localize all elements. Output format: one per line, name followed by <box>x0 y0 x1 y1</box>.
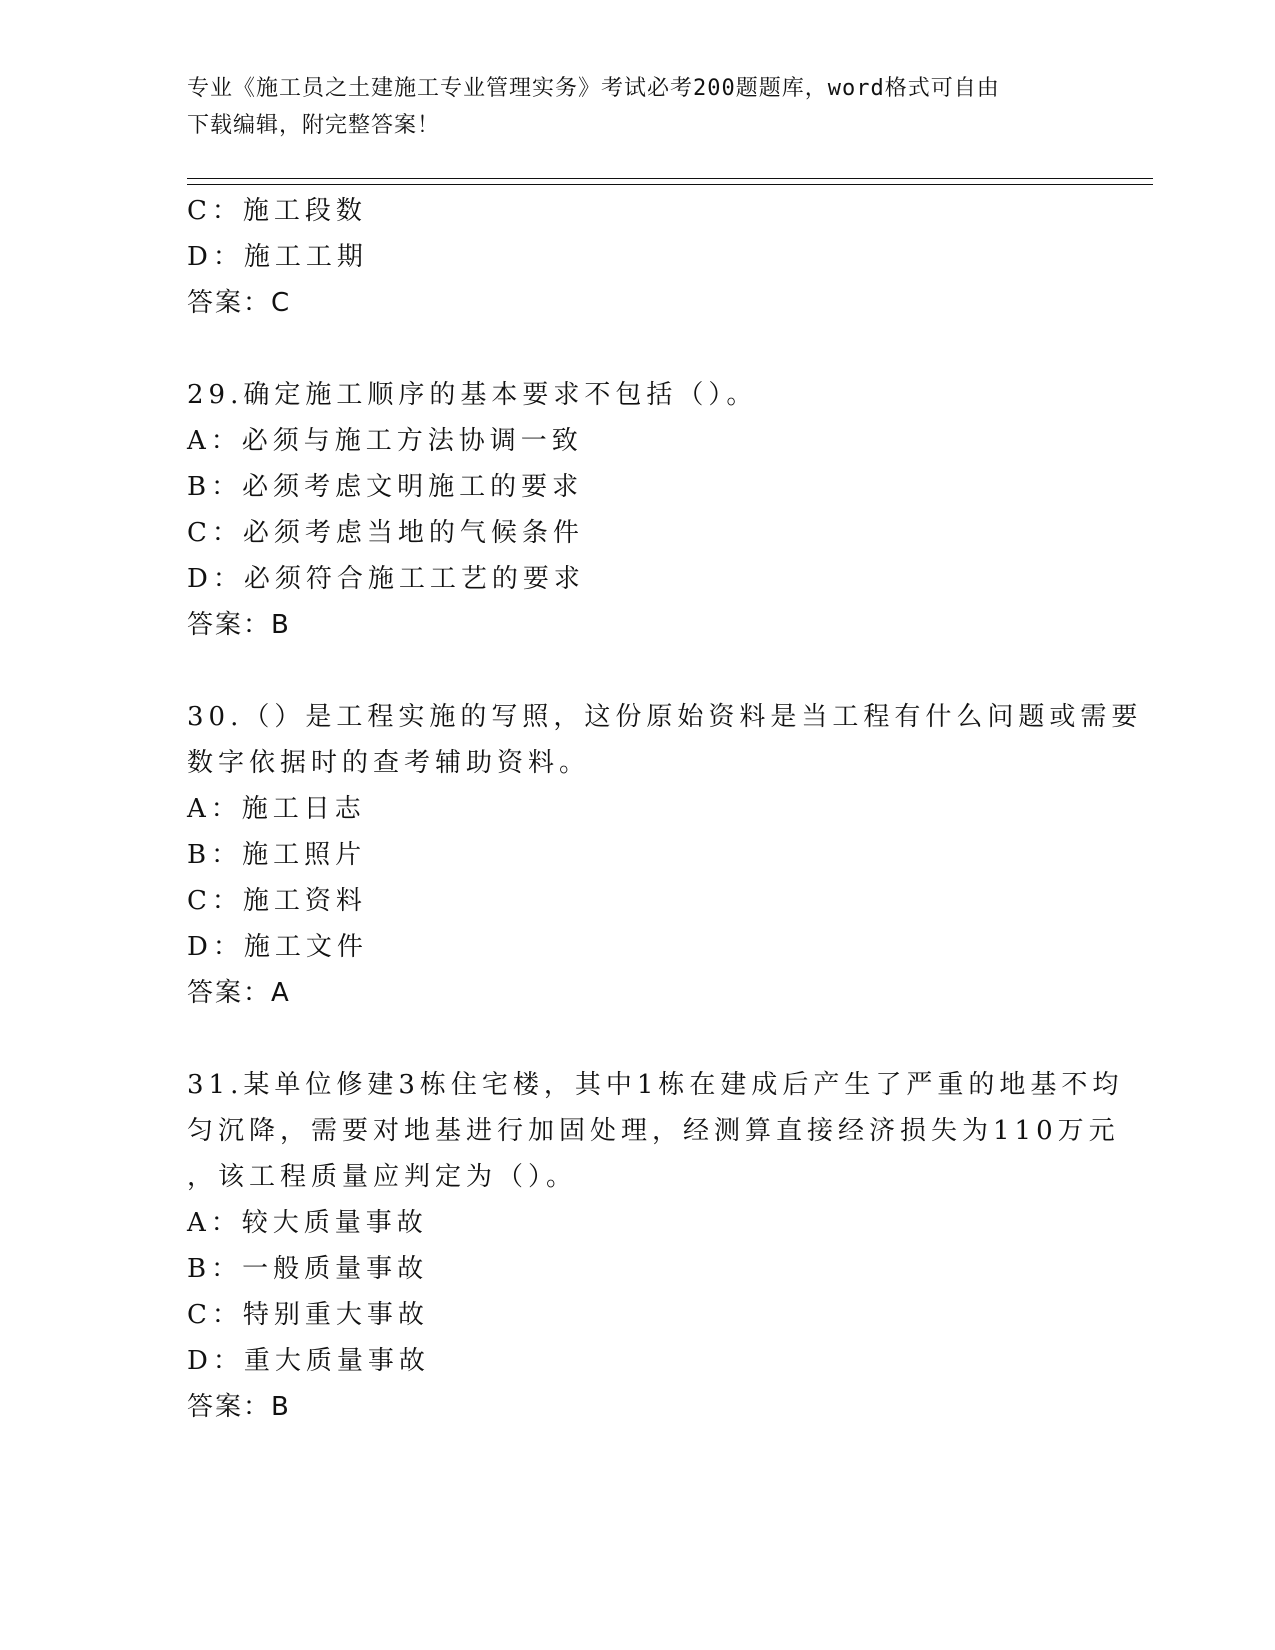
question-31 <box>187 1062 1124 1430</box>
option-c: C：必须考虑当地的气候条件 <box>187 518 584 548</box>
option-a: A：施工日志 <box>187 794 366 824</box>
document-header <box>187 70 1067 144</box>
option-c: C：施工段数 <box>187 196 367 226</box>
option-d: D：重大质量事故 <box>187 1346 430 1376</box>
question-stem-continued: ，该工程质量应判定为（）。 <box>187 1162 578 1192</box>
spacer <box>187 326 1087 372</box>
spacer <box>187 648 1087 694</box>
option-d: D：施工文件 <box>187 932 368 962</box>
header-line-1: 专业《施工员之土建施工专业管理实务》考试必考200题题库，word格式可自由 <box>187 76 1000 101</box>
option-b: B：必须考虑文明施工的要求 <box>187 472 584 502</box>
question-stem: 30.（）是工程实施的写照，这份原始资料是当工程有什么问题或需要 <box>187 702 1143 732</box>
question-list <box>187 188 1143 1430</box>
question-29 <box>187 372 1087 648</box>
question-30 <box>187 694 1143 1016</box>
answer-line: 答案：C <box>187 288 292 318</box>
option-a: A：较大质量事故 <box>187 1208 428 1238</box>
option-c: C：施工资料 <box>187 886 367 916</box>
option-b: B：施工照片 <box>187 840 367 870</box>
answer-line: 答案：B <box>187 610 291 640</box>
option-c: C：特别重大事故 <box>187 1300 429 1330</box>
answer-line: 答案：A <box>187 978 291 1008</box>
question-stem: 29.确定施工顺序的基本要求不包括（）。 <box>187 380 758 410</box>
spacer <box>187 1016 1087 1062</box>
option-d: D：施工工期 <box>187 242 368 272</box>
header-line-2: 下载编辑，附完整答案！ <box>187 113 441 138</box>
option-b: B：一般质量事故 <box>187 1254 429 1284</box>
answer-line: 答案：B <box>187 1392 291 1422</box>
header-rule-top <box>187 178 1153 179</box>
question-28-tail <box>187 188 1087 326</box>
option-a: A：必须与施工方法协调一致 <box>187 426 583 456</box>
question-stem-continued: 数字依据时的查考辅助资料。 <box>187 748 591 778</box>
option-d: D：必须符合施工工艺的要求 <box>187 564 585 594</box>
header-rule-bottom <box>187 184 1153 185</box>
question-stem: 31.某单位修建3栋住宅楼，其中1栋在建成后产生了严重的地基不均 <box>187 1070 1124 1100</box>
question-stem-continued: 匀沉降，需要对地基进行加固处理，经测算直接经济损失为110万元 <box>187 1116 1120 1146</box>
